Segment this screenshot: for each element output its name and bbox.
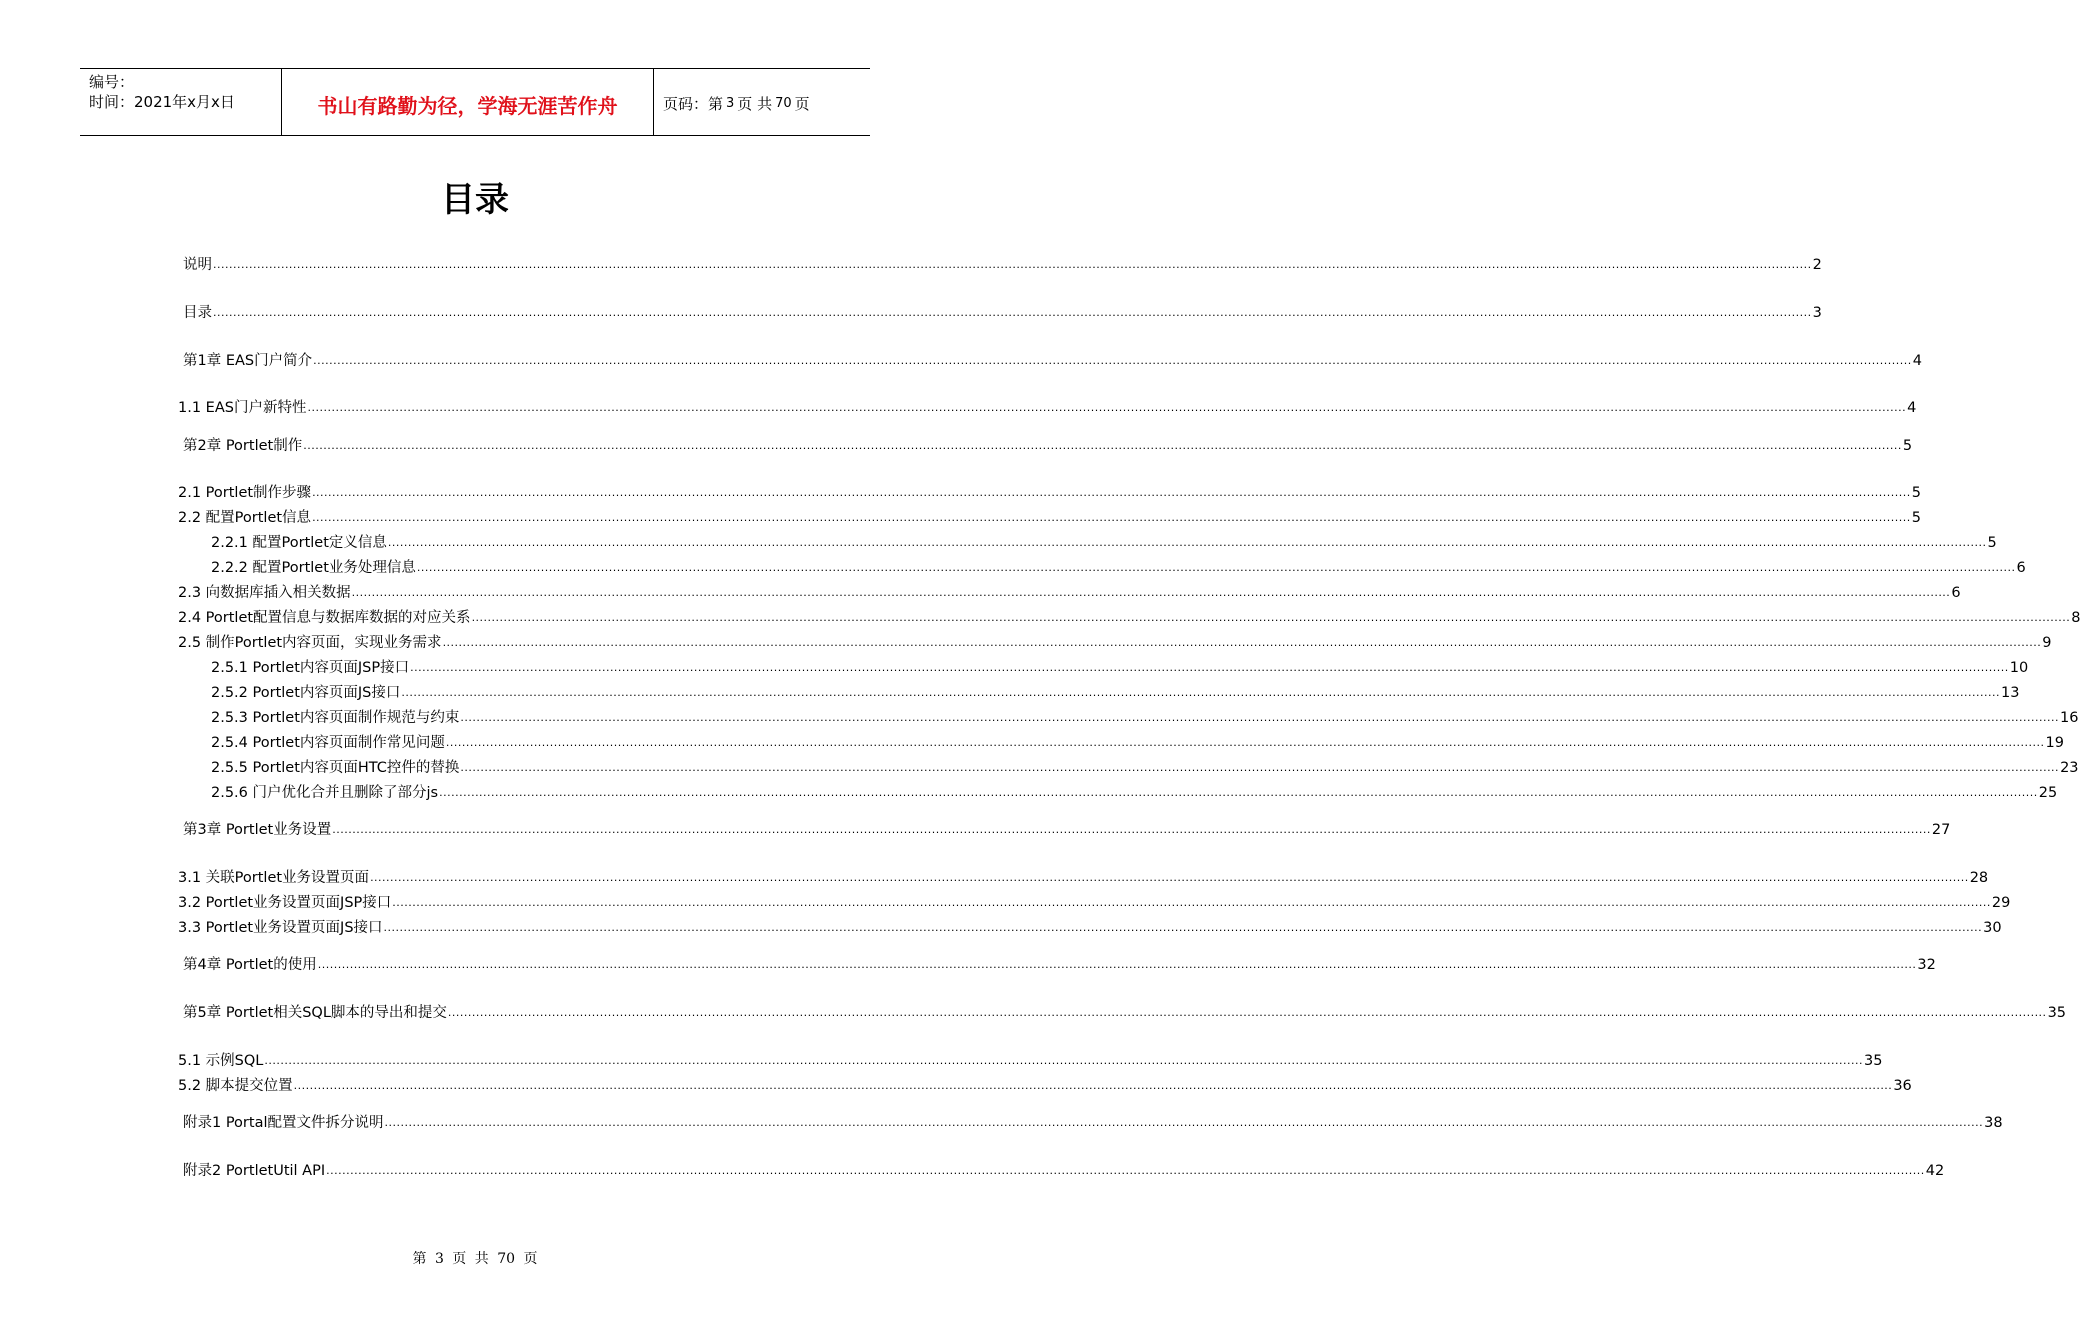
toc-entry-page: 19: [2045, 735, 2064, 751]
toc-leader-dots: ................................................................................................................................................................................................................................................................................................................................................................................................................: [401, 686, 2001, 699]
toc-entry-label: 2.4 Portlet配置信息与数据库数据的对应关系: [178, 610, 471, 626]
toc-entry-label: 3.3 Portlet业务设置页面JS接口: [178, 920, 383, 936]
header-page-info: [654, 69, 870, 135]
toc-entry-label: 第5章 Portlet相关SQL脚本的导出和提交: [183, 1005, 447, 1021]
toc-entry-page: 5: [1911, 510, 1921, 526]
page-title: 目录: [441, 180, 509, 220]
toc-entry-label: 附录2 PortletUtil API: [183, 1163, 326, 1179]
toc-entry-page: 29: [1991, 895, 2011, 911]
toc-entry[interactable]: [178, 893, 2011, 913]
header-meta: [80, 69, 282, 135]
toc-entry-page: 16: [2060, 710, 2079, 726]
toc-entry[interactable]: [211, 658, 2029, 678]
toc-leader-dots: ................................................................................................................................................................................................................................................................................................................................................................................................................: [312, 486, 1911, 499]
toc-leader-dots: ................................................................................................................................................................................................................................................................................................................................................................................................................: [416, 561, 2016, 574]
toc-entry-label: 2.2.2 配置Portlet业务处理信息: [211, 560, 416, 576]
toc-leader-dots: ................................................................................................................................................................................................................................................................................................................................................................................................................: [460, 761, 2060, 774]
toc-entry[interactable]: [178, 1076, 1912, 1096]
toc-entry-label: 第3章 Portlet业务设置: [183, 822, 332, 838]
toc-entry-page: 42: [1925, 1163, 1945, 1179]
toc-leader-dots: ................................................................................................................................................................................................................................................................................................................................................................................................................: [312, 511, 1911, 524]
toc-leader-dots: ................................................................................................................................................................................................................................................................................................................................................................................................................: [442, 636, 2042, 649]
toc-entry-page: 5: [1987, 535, 1997, 551]
toc-entry[interactable]: [178, 583, 1961, 603]
header-page-total: 70: [775, 95, 792, 111]
toc-entry[interactable]: [178, 868, 1989, 888]
toc-leader-dots: ................................................................................................................................................................................................................................................................................................................................................................................................................: [447, 1006, 2047, 1019]
toc-entry-page: 32: [1917, 957, 1936, 973]
toc-entry[interactable]: [178, 1051, 1883, 1071]
toc-entry-label: 2.5.3 Portlet内容页面制作规范与约束: [211, 710, 460, 726]
toc-entry-label: 2.2 配置Portlet信息: [178, 510, 312, 526]
toc-leader-dots: ................................................................................................................................................................................................................................................................................................................................................................................................................: [326, 1164, 1925, 1177]
toc-entry-page: 6: [1951, 585, 1961, 601]
toc-entry-page: 4: [1912, 353, 1922, 369]
toc-entry-label: 2.5.5 Portlet内容页面HTC控件的替换: [211, 760, 460, 776]
toc-leader-dots: ................................................................................................................................................................................................................................................................................................................................................................................................................: [392, 896, 1991, 909]
toc-entry-page: 13: [2001, 685, 2020, 701]
toc-entry-label: 说明: [183, 257, 212, 273]
toc-leader-dots: ................................................................................................................................................................................................................................................................................................................................................................................................................: [351, 586, 1951, 599]
toc-entry[interactable]: [183, 303, 1822, 323]
toc-entry-page: 36: [1893, 1078, 1912, 1094]
toc-entry-label: 3.2 Portlet业务设置页面JSP接口: [178, 895, 392, 911]
toc-leader-dots: ................................................................................................................................................................................................................................................................................................................................................................................................................: [317, 958, 1917, 971]
header-page-prefix: 页码：第: [663, 94, 724, 113]
toc-entry-label: 2.2.1 配置Portlet定义信息: [211, 535, 387, 551]
toc-entry-label: 2.5.4 Portlet内容页面制作常见问题: [211, 735, 445, 751]
toc-entry-page: 8: [2071, 610, 2080, 626]
header-code: 编号：: [89, 73, 135, 91]
toc-entry[interactable]: [183, 955, 1936, 975]
header-page-suffix: 页: [794, 94, 810, 113]
toc-entry[interactable]: [183, 436, 1913, 456]
toc-entry-page: 35: [2047, 1005, 2067, 1021]
toc-entry-page: 30: [1983, 920, 2002, 936]
toc-entry-page: 4: [1907, 400, 1917, 416]
toc-entry[interactable]: [183, 1003, 2067, 1023]
toc-leader-dots: ................................................................................................................................................................................................................................................................................................................................................................................................................: [445, 736, 2045, 749]
toc-entry[interactable]: [183, 255, 1822, 275]
toc-leader-dots: ................................................................................................................................................................................................................................................................................................................................................................................................................: [370, 871, 1969, 884]
toc-entry[interactable]: [178, 633, 2052, 653]
toc-entry[interactable]: [183, 820, 1951, 840]
toc-entry[interactable]: [183, 1161, 1945, 1181]
toc-entry-page: 2: [1812, 257, 1822, 273]
toc-entry[interactable]: [183, 351, 1922, 371]
toc-entry[interactable]: [211, 683, 2020, 703]
toc-entry-page: 9: [2042, 635, 2052, 651]
toc-entry-page: 5: [1911, 485, 1921, 501]
toc-entry-label: 3.1 关联Portlet业务设置页面: [178, 870, 370, 886]
toc-entry-label: 附录1 Portal配置文件拆分说明: [183, 1115, 384, 1131]
toc-entry[interactable]: [178, 483, 1921, 503]
toc-entry[interactable]: [183, 1113, 2003, 1133]
page-footer: 第 3 页 共 70 页: [412, 1251, 538, 1267]
toc-leader-dots: ................................................................................................................................................................................................................................................................................................................................................................................................................: [293, 1079, 1893, 1092]
toc-leader-dots: ................................................................................................................................................................................................................................................................................................................................................................................................................: [332, 823, 1931, 836]
toc-leader-dots: ................................................................................................................................................................................................................................................................................................................................................................................................................: [213, 258, 1812, 271]
toc-entry[interactable]: [211, 533, 1997, 553]
toc-entry-label: 5.1 示例SQL: [178, 1053, 264, 1069]
toc-entry-page: 27: [1931, 822, 1951, 838]
toc-entry-label: 第1章 EAS门户简介: [183, 353, 313, 369]
toc-entry-label: 2.1 Portlet制作步骤: [178, 485, 312, 501]
toc-entry-label: 目录: [183, 305, 212, 321]
toc-entry-label: 2.5.6 门户优化合并且删除了部分js: [211, 785, 439, 801]
header-page-mid: 页 共: [737, 94, 773, 113]
toc-leader-dots: ................................................................................................................................................................................................................................................................................................................................................................................................................: [439, 786, 2038, 799]
toc-leader-dots: ................................................................................................................................................................................................................................................................................................................................................................................................................: [471, 611, 2071, 624]
toc-leader-dots: ................................................................................................................................................................................................................................................................................................................................................................................................................: [387, 536, 1987, 549]
toc-entry-page: 25: [2038, 785, 2058, 801]
page-header: [80, 68, 870, 136]
toc-entry-page: 10: [2009, 660, 2029, 676]
toc-leader-dots: ................................................................................................................................................................................................................................................................................................................................................................................................................: [384, 1116, 1984, 1129]
toc-entry[interactable]: [178, 918, 2002, 938]
toc-entry-label: 2.5.2 Portlet内容页面JS接口: [211, 685, 401, 701]
toc-entry[interactable]: [211, 558, 2026, 578]
toc-entry[interactable]: [178, 508, 1921, 528]
toc-entry[interactable]: [178, 398, 1917, 418]
toc-entry-page: 6: [2016, 560, 2026, 576]
toc-leader-dots: ................................................................................................................................................................................................................................................................................................................................................................................................................: [307, 401, 1907, 414]
toc-leader-dots: ................................................................................................................................................................................................................................................................................................................................................................................................................: [264, 1054, 1864, 1067]
header-motto: 书山有路勤为径，学海无涯苦作舟: [282, 69, 654, 135]
toc-leader-dots: ................................................................................................................................................................................................................................................................................................................................................................................................................: [460, 711, 2060, 724]
toc-leader-dots: ................................................................................................................................................................................................................................................................................................................................................................................................................: [313, 354, 1912, 367]
toc-leader-dots: ................................................................................................................................................................................................................................................................................................................................................................................................................: [410, 661, 2009, 674]
toc-entry-label: 2.3 向数据库插入相关数据: [178, 585, 351, 601]
toc-entry-page: 38: [1984, 1115, 2003, 1131]
toc-leader-dots: ................................................................................................................................................................................................................................................................................................................................................................................................................: [303, 439, 1902, 452]
toc-entry-label: 1.1 EAS门户新特性: [178, 400, 307, 416]
toc-entry[interactable]: [211, 708, 2079, 728]
toc-leader-dots: ................................................................................................................................................................................................................................................................................................................................................................................................................: [213, 306, 1812, 319]
toc-entry[interactable]: [211, 733, 2064, 753]
toc-entry-page: 35: [1864, 1053, 1883, 1069]
header-time: 时间：2021年x月x日: [89, 93, 235, 111]
toc-entry-label: 5.2 脚本提交位置: [178, 1078, 293, 1094]
toc-entry-page: 23: [2060, 760, 2079, 776]
toc-leader-dots: ................................................................................................................................................................................................................................................................................................................................................................................................................: [383, 921, 1983, 934]
toc-entry-label: 第4章 Portlet的使用: [183, 957, 317, 973]
toc-entry-label: 2.5.1 Portlet内容页面JSP接口: [211, 660, 410, 676]
header-page-current: 3: [726, 95, 735, 111]
toc-entry-label: 2.5 制作Portlet内容页面，实现业务需求: [178, 635, 442, 651]
toc-entry[interactable]: [178, 608, 2080, 628]
toc-entry-page: 28: [1969, 870, 1989, 886]
toc-entry-page: 5: [1902, 438, 1913, 454]
toc-entry[interactable]: [211, 758, 2079, 778]
toc-entry-label: 第2章 Portlet制作: [183, 438, 303, 454]
toc-entry-page: 3: [1812, 305, 1822, 321]
toc-entry[interactable]: [211, 783, 2058, 803]
